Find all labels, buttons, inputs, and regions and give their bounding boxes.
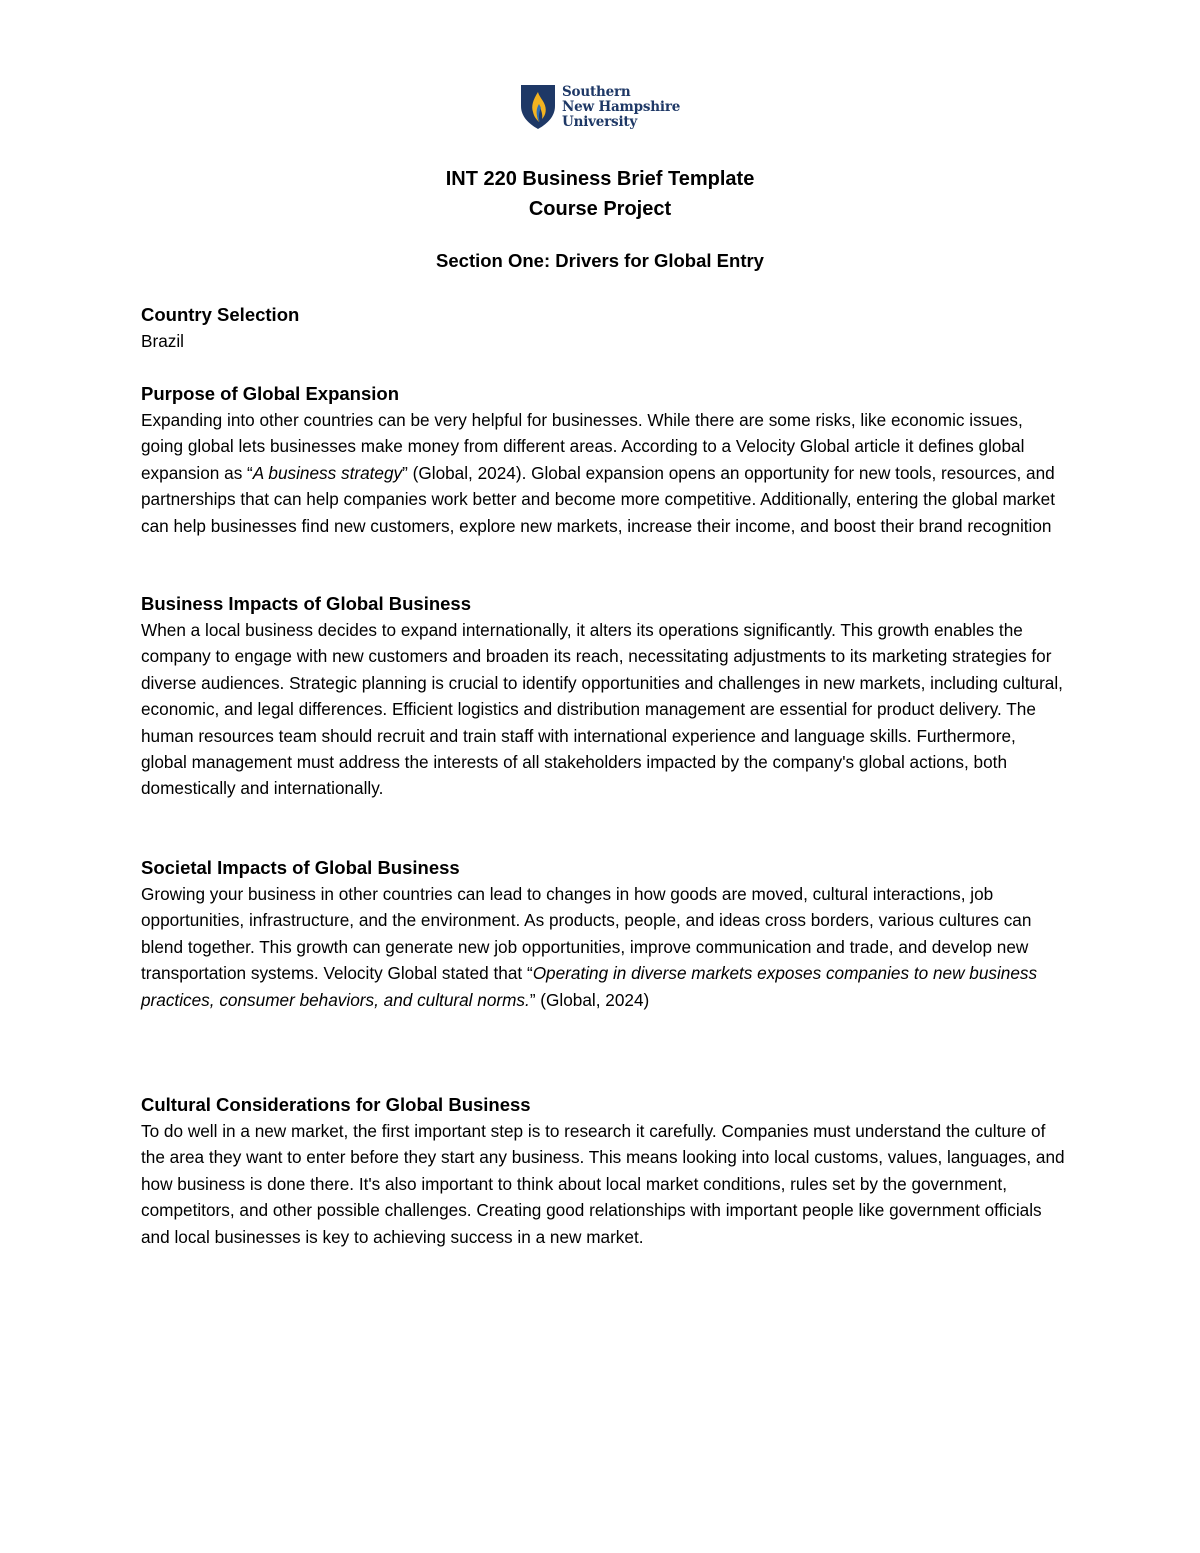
shield-flame-icon bbox=[520, 84, 556, 130]
purpose-section bbox=[141, 381, 1066, 539]
country-selection-heading: Country Selection bbox=[141, 304, 300, 325]
purpose-paragraph bbox=[141, 407, 1066, 539]
purpose-heading: Purpose of Global Expansion bbox=[141, 383, 400, 404]
logo-line-2: New Hampshire bbox=[562, 99, 681, 115]
business-impacts-heading: Business Impacts of Global Business bbox=[141, 593, 472, 614]
societal-impacts-heading: Societal Impacts of Global Business bbox=[141, 857, 460, 878]
cultural-considerations-section bbox=[141, 1092, 1066, 1250]
logo-line-3: University bbox=[562, 114, 638, 130]
cultural-considerations-heading: Cultural Considerations for Global Business bbox=[141, 1094, 531, 1115]
purpose-text-1: Expanding into other countries can be very helpful for businesses. While there are some risks, like economic issues, going global lets businesses make money from different areas. According to a Velocity Global article it defines global expansion as “ bbox=[141, 410, 1025, 483]
logo-line-1: Southern bbox=[562, 84, 631, 100]
societal-quote: Operating in diverse markets exposes companies to new business practices, consumer behaviors, and cultural norms. bbox=[141, 963, 1038, 1010]
business-impacts-paragraph: When a local business decides to expand internationally, it alters its operations significantly. This growth enables the company to engage with new customers and broaden its reach, necessitating adjustments to its marketing strategies for diverse audiences. Strategic planning is crucial to identify opportunities and challenges in new markets, including cultural, economic, and legal differences. Efficient logistics and distribution management are essential for product delivery. The human resources team should recruit and train staff with international experience and language skills. Furthermore, global management must address the interests of all stakeholders impacted by the company's global actions, both domestically and internationally. bbox=[141, 620, 1063, 799]
societal-text-1: Growing your business in other countries can lead to changes in how goods are moved, cultural interactions, job opportunities, infrastructure, and the environment. As products, people, and ideas cross borders, various cultures can blend together. This growth can generate new job opportunities, improve communication and trade, and develop new transportation systems. Velocity Global stated that “ bbox=[141, 884, 1032, 984]
cultural-considerations-paragraph: To do well in a new market, the first important step is to research it carefully. Companies must understand the culture of the area they want to enter before they start any business. This means looking into local customs, values, languages, and how business is done there. It's also important to think about local market conditions, rules set by the government, competitors, and other possible challenges. Creating good relationships with important people like government officials and local businesses is key to achieving success in a new market. bbox=[141, 1121, 1065, 1247]
section-title: Section One: Drivers for Global Entry bbox=[436, 250, 764, 271]
purpose-quote: A business strategy bbox=[252, 462, 403, 483]
snhu-logo bbox=[520, 84, 690, 134]
country-selection-section bbox=[141, 302, 1066, 354]
logo-wordmark bbox=[562, 85, 680, 130]
purpose-text-2: ” (Global, 2024). Global expansion opens an opportunity for new tools, resources, and partnerships that can help companies work better and become more competitive. Additionally, entering the global market can help businesses find new customers, explore new markets, increase their income, and boost their brand recognition bbox=[141, 462, 1055, 536]
document-subtitle: Course Project bbox=[528, 198, 672, 220]
societal-impacts-section bbox=[141, 855, 1066, 1013]
societal-text-2: ” (Global, 2024) bbox=[529, 989, 650, 1010]
document-title: INT 220 Business Brief Template bbox=[445, 168, 755, 190]
societal-impacts-paragraph bbox=[141, 881, 1066, 1013]
country-selection-value: Brazil bbox=[141, 331, 184, 351]
business-impacts-section bbox=[141, 591, 1066, 802]
